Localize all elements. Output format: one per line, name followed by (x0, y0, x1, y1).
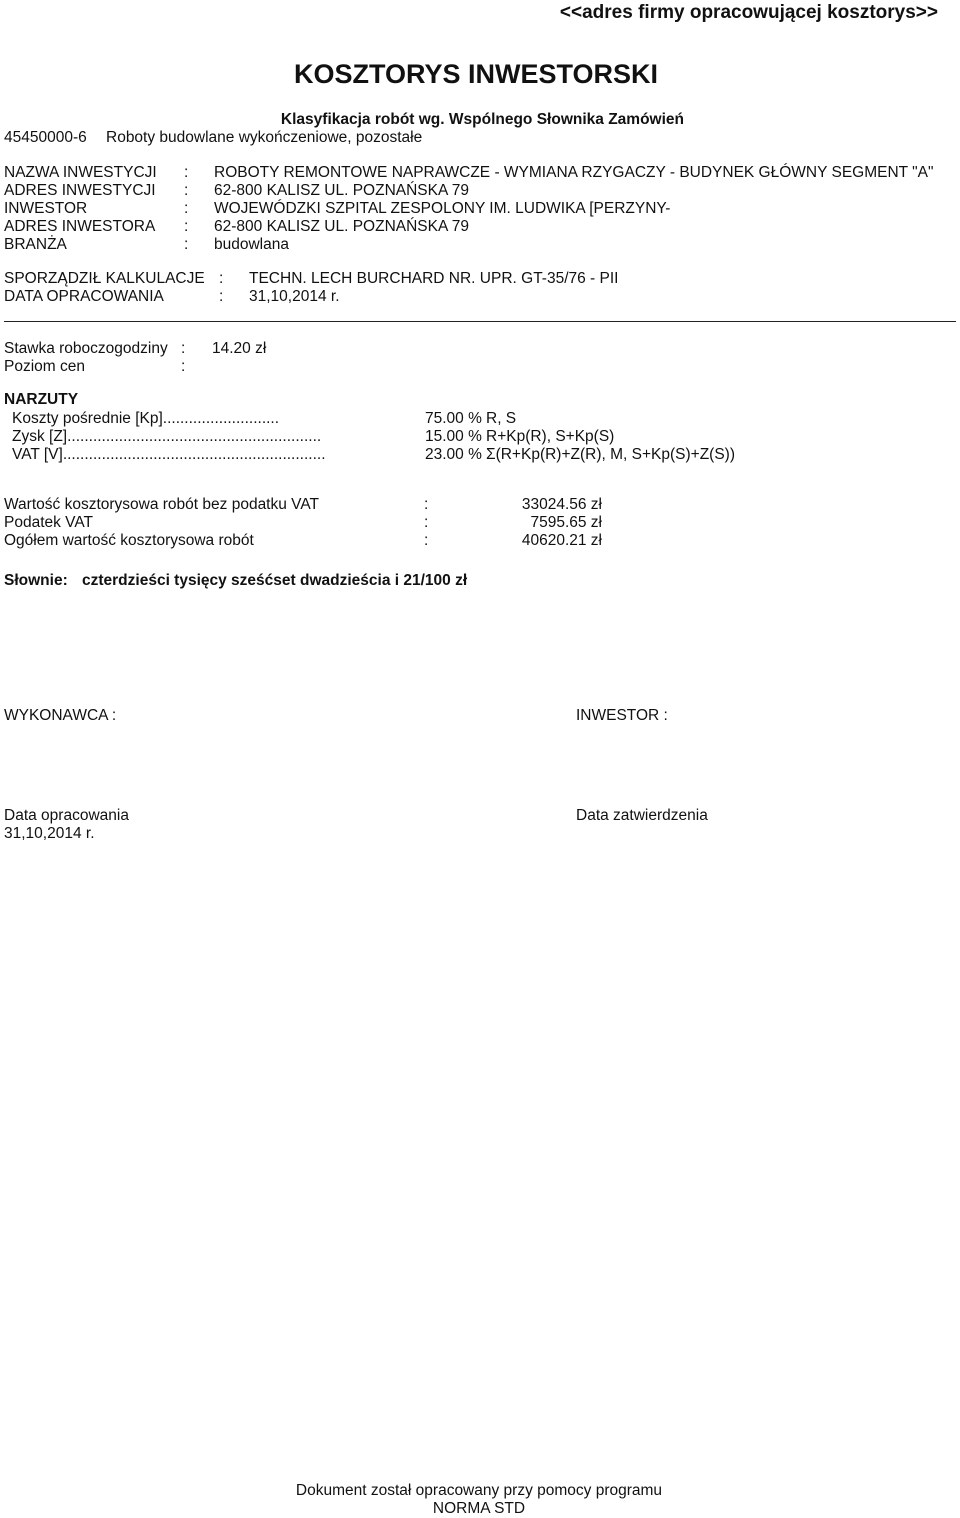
investment-address-label: ADRES INWESTYCJI (4, 182, 156, 199)
net-value-label: Wartość kosztorysowa robót bez podatku VAT (4, 496, 320, 513)
cpv-code: 45450000-6 (4, 129, 87, 146)
separator: : (219, 270, 224, 287)
indirect-costs-percent: 75.00 % (425, 410, 482, 427)
gross-value-amount: 40620.21 zł (521, 532, 602, 549)
profit-basis: R+Kp(R), S+Kp(S) (486, 428, 615, 445)
document-title: KOSZTORYS INWESTORSKI (293, 59, 659, 89)
classification-heading: Klasyfikacja robót wg. Wspólnego Słownika Zamówień (280, 111, 684, 128)
vat-tax-label: Podatek VAT (4, 514, 94, 531)
contractor-label: WYKONAWCA : (4, 707, 117, 724)
hourly-rate-value: 14.20 zł (212, 340, 267, 357)
prepared-by-value: TECHN. LECH BURCHARD NR. UPR. GT-35/76 - PII (249, 270, 619, 287)
vat-percent: 23.00 % (425, 446, 482, 463)
investment-address-value: 62-800 KALISZ UL. POZNAŃSKA 79 (214, 182, 470, 199)
vat-tax-amount: 7595.65 zł (530, 514, 602, 531)
divider (4, 321, 956, 322)
separator: : (181, 340, 186, 357)
prepared-by-label: SPORZĄDZIŁ KALKULACJE (4, 270, 205, 287)
separator: : (184, 236, 189, 253)
approval-date-label: Data zatwierdzenia (576, 807, 708, 824)
profit-label: Zysk [Z]........................................................... (12, 428, 322, 445)
separator: : (184, 164, 189, 181)
investment-name-value: ROBOTY REMONTOWE NAPRAWCZE - WYMIANA RZYGACZY - BUDYNEK GŁÓWNY SEGMENT "A" (214, 164, 934, 181)
separator: : (184, 218, 189, 235)
vat-label: VAT [V]............................................................. (12, 446, 326, 463)
prep-date-label: Data opracowania (4, 807, 129, 824)
separator: : (424, 514, 429, 531)
profit-percent: 15.00 % (425, 428, 482, 445)
indirect-costs-basis: R, S (486, 410, 517, 427)
footer-line-1: Dokument został opracowany przy pomocy programu (295, 1482, 663, 1499)
separator: : (184, 200, 189, 217)
prepared-date-label: DATA OPRACOWANIA (4, 288, 164, 305)
investor-label: INWESTOR (4, 200, 88, 217)
separator: : (424, 532, 429, 549)
in-words-value: czterdzieści tysięcy sześćset dwadzieścia i 21/100 zł (82, 572, 468, 589)
investor-address-label: ADRES INWESTORA (4, 218, 156, 235)
company-address-placeholder: <<adres firmy opracowującej kosztorys>> (559, 2, 938, 23)
investor-address-value: 62-800 KALISZ UL. POZNAŃSKA 79 (214, 218, 470, 235)
branch-value: budowlana (214, 236, 289, 253)
prep-date-value: 31,10,2014 r. (4, 825, 95, 842)
gross-value-label: Ogółem wartość kosztorysowa robót (4, 532, 254, 549)
footer-program-name: NORMA STD (432, 1500, 526, 1517)
in-words-label: Słownie: (4, 572, 68, 589)
price-level-label: Poziom cen (4, 358, 85, 375)
surcharges-heading: NARZUTY (4, 391, 79, 408)
vat-basis: Σ(R+Kp(R)+Z(R), M, S+Kp(S)+Z(S)) (486, 446, 735, 463)
investor-signature-label: INWESTOR : (576, 707, 668, 724)
cpv-description: Roboty budowlane wykończeniowe, pozostałe (106, 129, 423, 146)
separator: : (184, 182, 189, 199)
separator: : (219, 288, 224, 305)
separator: : (424, 496, 429, 513)
hourly-rate-label: Stawka roboczogodziny (4, 340, 168, 357)
net-value-amount: 33024.56 zł (521, 496, 602, 513)
investment-name-label: NAZWA INWESTYCJI (4, 164, 157, 181)
indirect-costs-label: Koszty pośrednie [Kp]........................... (12, 410, 280, 427)
branch-label: BRANŻA (4, 236, 67, 253)
investor-value: WOJEWÓDZKI SZPITAL ZESPOLONY IM. LUDWIKA [PERZYNY- (214, 200, 671, 217)
separator: : (181, 358, 186, 375)
prepared-date-value: 31,10,2014 r. (249, 288, 340, 305)
